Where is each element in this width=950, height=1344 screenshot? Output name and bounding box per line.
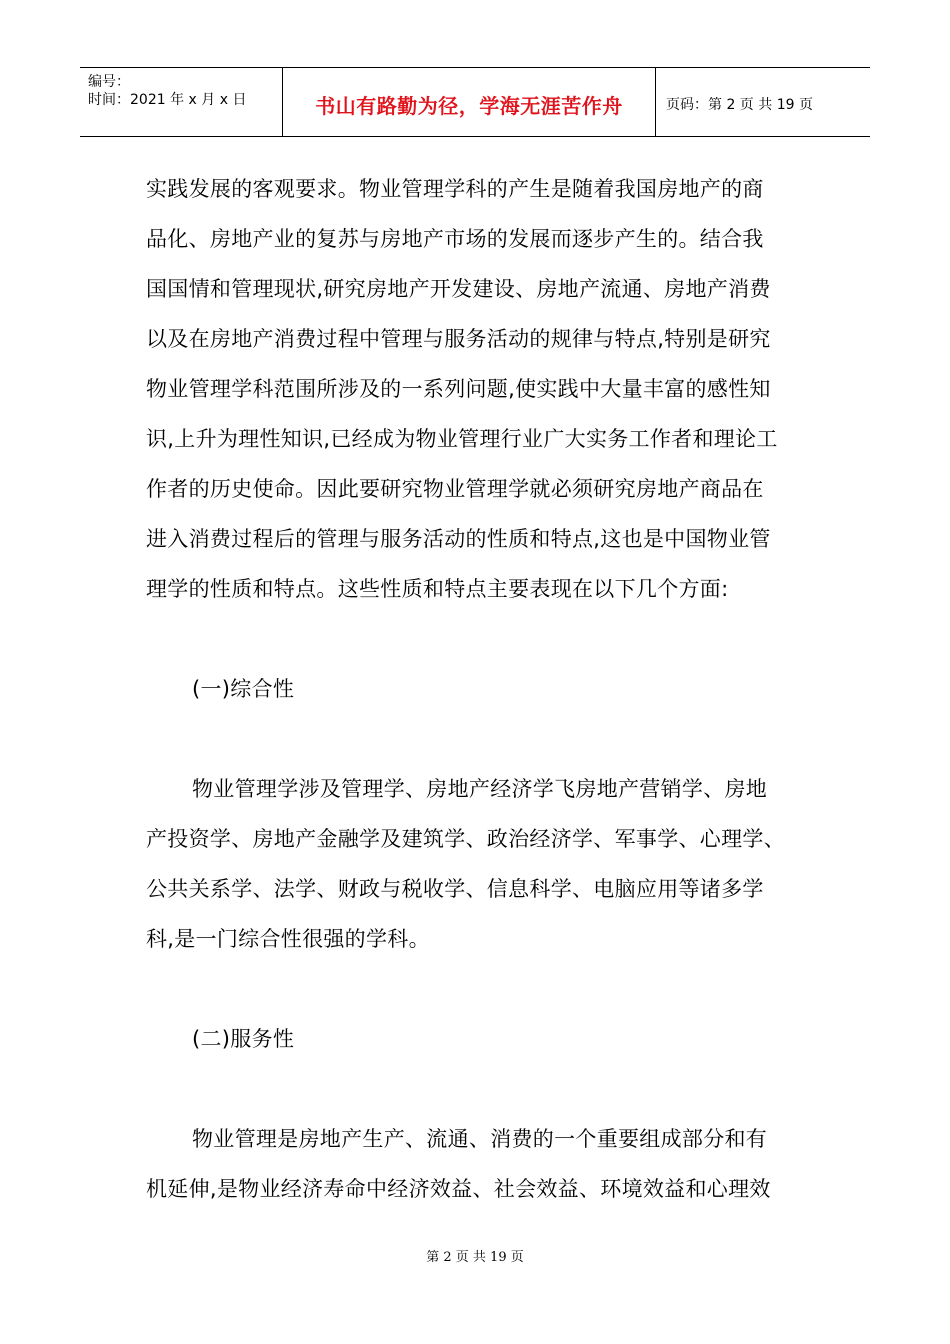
- text-line: 作者的历史使命。因此要研究物业管理学就必须研究房地产商品在: [146, 477, 764, 501]
- text-line: 物业管理是房地产生产、流通、消费的一个重要组成部分和有: [192, 1127, 768, 1151]
- document-number: 编号：: [88, 74, 130, 90]
- header-pager-cell: [656, 68, 870, 136]
- text-line: 公共关系学、法学、财政与税收学、信息科学、电脑应用等诸多学: [146, 877, 764, 901]
- section-heading-comprehensive: (一)综合性: [192, 677, 295, 701]
- text-line: 进入消费过程后的管理与服务活动的性质和特点,这也是中国物业管: [146, 527, 771, 551]
- header-page-number: 页码：第 2 页 共 19 页: [666, 97, 813, 113]
- header-motto: 书山有路勤为径，学海无涯苦作舟: [315, 94, 623, 118]
- header-motto-cell: [282, 68, 656, 136]
- paragraph-2: [146, 764, 826, 964]
- text-line: 机延伸,是物业经济寿命中经济效益、社会效益、环境效益和心理效: [146, 1177, 771, 1201]
- text-line: 以及在房地产消费过程中管理与服务活动的规律与特点,特别是研究: [146, 327, 771, 351]
- text-line: 实践发展的客观要求。物业管理学科的产生是随着我国房地产的商: [146, 177, 764, 201]
- paragraph-spacer: [146, 614, 826, 664]
- text-line: 产投资学、房地产金融学及建筑学、政治经济学、军事学、心理学、: [146, 827, 785, 851]
- section-heading-service: (二)服务性: [192, 1027, 295, 1051]
- text-line: 国国情和管理现状,研究房地产开发建设、房地产流通、房地产消费: [146, 277, 771, 301]
- text-line: 科,是一门综合性很强的学科。: [146, 927, 430, 951]
- document-date: 时间：2021 年 x 月 x 日: [88, 92, 247, 108]
- document-header: [80, 67, 870, 137]
- text-line: 物业管理学科范围所涉及的一系列问题,使实践中大量丰富的感性知: [146, 377, 771, 401]
- page-footer: 第 2 页 共 19 页: [426, 1250, 524, 1265]
- paragraph-spacer: [146, 964, 826, 1014]
- text-line: 物业管理学涉及管理学、房地产经济学飞房地产营销学、房地: [192, 777, 768, 801]
- header-meta: [80, 68, 280, 136]
- text-line: 品化、房地产业的复苏与房地产市场的发展而逐步产生的。结合我: [146, 227, 764, 251]
- paragraph-spacer: [146, 714, 826, 764]
- paragraph-1: [146, 164, 826, 614]
- text-line: 识,上升为理性知识,已经成为物业管理行业广大实务工作者和理论工: [146, 427, 778, 451]
- document-body: [146, 164, 826, 1214]
- paragraph-3: [146, 1114, 826, 1214]
- paragraph-spacer: [146, 1064, 826, 1114]
- text-line: 理学的性质和特点。这些性质和特点主要表现在以下几个方面:: [146, 577, 729, 601]
